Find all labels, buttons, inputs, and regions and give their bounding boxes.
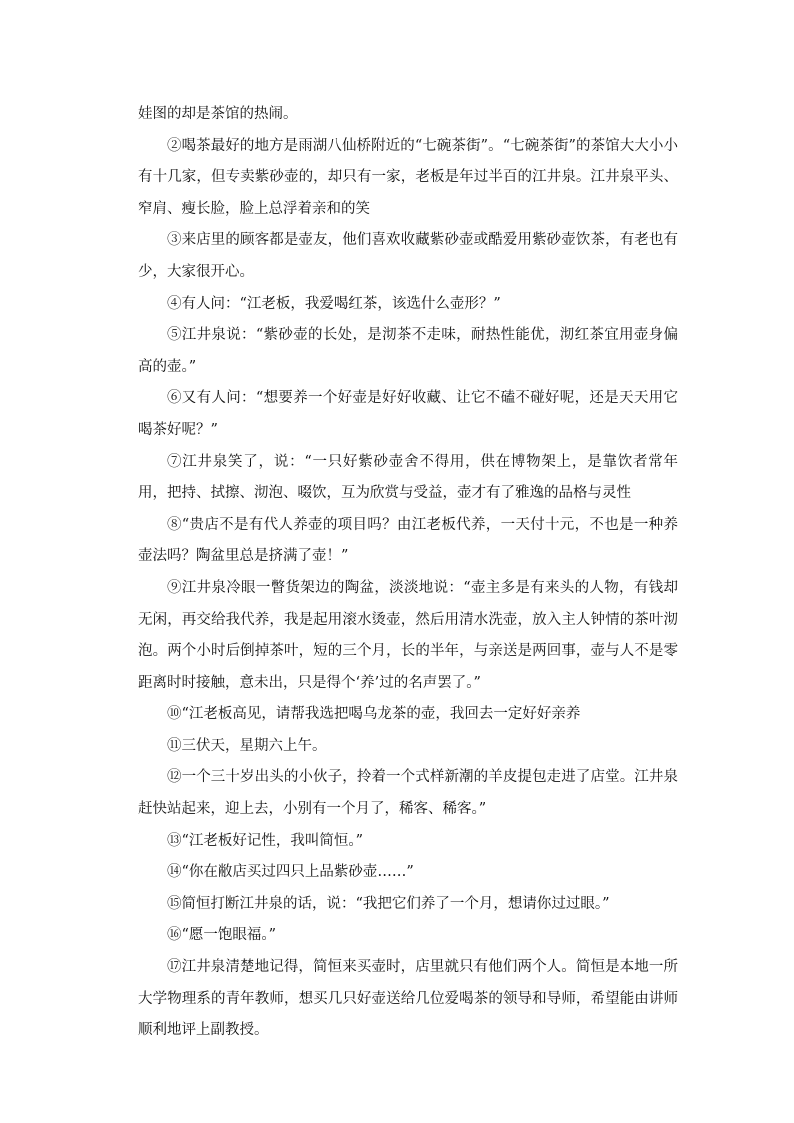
paragraph: ⑰江井泉清楚地记得，简恒来买壶时，店里就只有他们两个人。简恒是本地一所大学物理系的青年教师，想买几只好壶送给几位爱喝茶的领导和导师，希望能由讲师顺利地评上副教授。 — [138, 959, 678, 1039]
body-text — [138, 99, 678, 1047]
paragraph: ⑮简恒打断江井泉的话，说：“我把它们养了一个月，想请你过过眼。” — [167, 895, 610, 912]
paragraph: ⑭“你在敝店买过四只上品紫砂壶……” — [167, 864, 414, 881]
paragraph: ⑫一个三十岁出头的小伙子，拎着一个式样新潮的羊皮提包走进了店堂。江井泉赶快站起来，迎上去，小别有一个月了，稀客、稀客。” — [138, 769, 678, 818]
paragraph: ⑨江井泉冷眼一瞥货架边的陶盆，淡淡地说：“壶主多是有来头的人物，有钱却无闲，再交给我代养，我是起用滚水烫壶，然后用清水洗壶，放入主人钟情的茶叶沏泡。两个小时后倒掉茶叶，短的三个月，长的半年，与亲送是两回事，壶与人不是零距离时时接触，意未出，只是得个‘养’过的名声罢了。” — [138, 579, 678, 691]
paragraph: ②喝茶最好的地方是雨湖八仙桥附近的“七碗茶街”。“七碗茶街”的茶馆大大小小有十几家，但专卖紫砂壶的，却只有一家，老板是年过半百的江井泉。江井泉平头、窄肩、瘦长脸，脸上总浮着亲和的笑 — [138, 137, 678, 217]
paragraph: ⑥又有人问：“想要养一个好壶是好好收藏、让它不磕不碰好呢，还是天天用它喝茶好呢？” — [138, 390, 678, 438]
paragraph: ⑩“江老板高见，请帮我选把喝乌龙茶的壶，我回去一定好好亲养 — [167, 706, 581, 723]
paragraph: ⑦江井泉笑了，说：“一只好紫砂壶舍不得用，供在博物架上，是靠饮者常年用，把持、拭擦、沏泡、啜饮，互为欣赏与受益，壶才有了雅逸的品格与灵性 — [138, 453, 678, 502]
paragraph: ⑧“贵店不是有代人养壶的项目吗？由江老板代养，一天付十元，不也是一种养壶法吗？陶盆里总是挤满了壶！” — [138, 516, 678, 565]
paragraph: 娃图的却是茶馆的热闹。 — [138, 106, 298, 122]
paragraph: ④有人问：“江老板，我爱喝红茶，该选什么壶形？” — [167, 295, 501, 312]
paragraph: ⑯“愿一饱眼福。” — [167, 927, 277, 944]
paragraph: ⑪三伏天，星期六上午。 — [167, 737, 327, 754]
paragraph: ⑤江井泉说：“紫砂壶的长处，是沏茶不走味，耐热性能优，沏红茶宜用壶身偏高的壶。” — [138, 327, 678, 375]
paragraph: ③来店里的顾客都是壶友，他们喜欢收藏紫砂壶或酷爱用紫砂壶饮茶，有老也有少，大家很开心。 — [138, 232, 678, 280]
paragraph: ⑬“江老板好记性，我叫简恒。” — [167, 832, 364, 849]
